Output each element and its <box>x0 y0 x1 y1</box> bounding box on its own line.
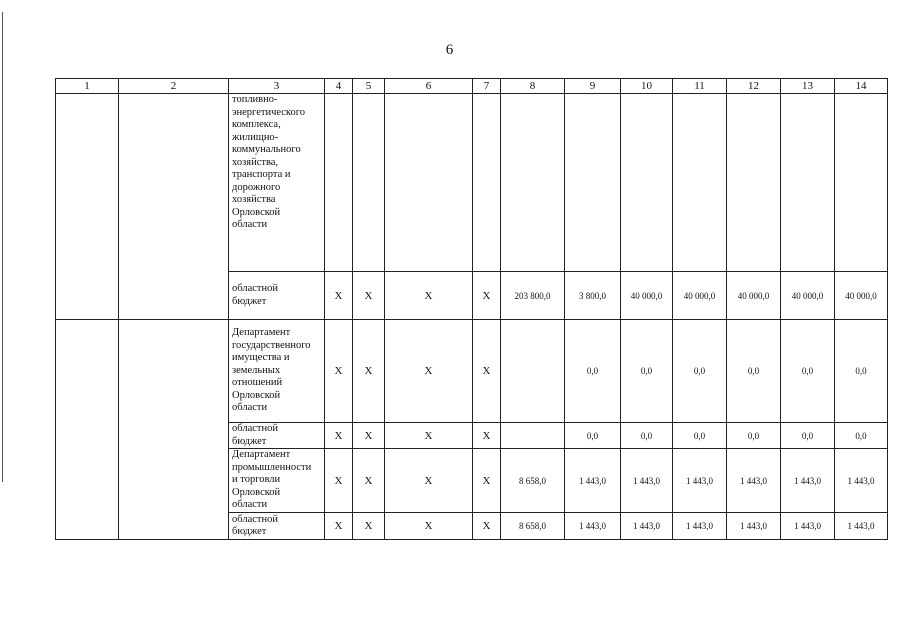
cell-value-col-12: 1 443,0 <box>727 513 781 540</box>
cell-value-col-9 <box>565 94 621 272</box>
cell-value-col-10: 0,0 <box>621 423 673 449</box>
cell-value-col-14: 0,0 <box>835 423 888 449</box>
cell-c7: X <box>473 320 501 423</box>
cell-value-col-10: 1 443,0 <box>621 513 673 540</box>
cell-value-col-8: 8 658,0 <box>501 449 565 513</box>
cell-c4: X <box>325 272 353 320</box>
cell-c4: X <box>325 320 353 423</box>
column-header-3: 3 <box>229 79 325 94</box>
cell-col-2 <box>119 94 229 320</box>
cell-value-col-11: 40 000,0 <box>673 272 727 320</box>
cell-value-col-11: 0,0 <box>673 423 727 449</box>
cell-value-col-12: 0,0 <box>727 423 781 449</box>
cell-value-col-10: 40 000,0 <box>621 272 673 320</box>
column-header-9: 9 <box>565 79 621 94</box>
cell-c6: X <box>385 513 473 540</box>
page-number: 6 <box>445 42 454 58</box>
cell-value-col-10 <box>621 94 673 272</box>
cell-value-col-8 <box>501 320 565 423</box>
cell-c5 <box>353 94 385 272</box>
cell-value-col-11: 0,0 <box>673 320 727 423</box>
cell-value-col-8: 8 658,0 <box>501 513 565 540</box>
cell-col-1 <box>56 320 119 540</box>
cell-value-col-11: 1 443,0 <box>673 449 727 513</box>
cell-c7: X <box>473 272 501 320</box>
column-header-2: 2 <box>119 79 229 94</box>
cell-value-col-8: 203 800,0 <box>501 272 565 320</box>
cell-value-col-13: 1 443,0 <box>781 513 835 540</box>
cell-value-col-10: 1 443,0 <box>621 449 673 513</box>
cell-value-col-9: 1 443,0 <box>565 449 621 513</box>
cell-c7: X <box>473 513 501 540</box>
table-row <box>56 94 888 272</box>
cell-col-2 <box>119 320 229 540</box>
cell-value-col-14: 1 443,0 <box>835 449 888 513</box>
column-header-5: 5 <box>353 79 385 94</box>
cell-value-col-12: 1 443,0 <box>727 449 781 513</box>
cell-value-col-8 <box>501 94 565 272</box>
cell-value-col-9: 0,0 <box>565 320 621 423</box>
cell-value-col-11 <box>673 94 727 272</box>
column-header-11: 11 <box>673 79 727 94</box>
cell-value-col-9: 0,0 <box>565 423 621 449</box>
cell-c5: X <box>353 513 385 540</box>
cell-name: топливно- энергетического комплекса, жилищно- коммунального хозяйства, транспорта и дорожного хозяйства Орловской области <box>229 94 325 272</box>
column-header-6: 6 <box>385 79 473 94</box>
cell-value-col-10: 0,0 <box>621 320 673 423</box>
column-header-12: 12 <box>727 79 781 94</box>
cell-value-col-9: 3 800,0 <box>565 272 621 320</box>
budget-table <box>55 78 888 540</box>
cell-value-col-14: 1 443,0 <box>835 513 888 540</box>
cell-c6 <box>385 94 473 272</box>
cell-c4: X <box>325 449 353 513</box>
cell-c5: X <box>353 423 385 449</box>
cell-name: областной бюджет <box>229 513 325 540</box>
cell-c6: X <box>385 449 473 513</box>
cell-name: областной бюджет <box>229 423 325 449</box>
cell-c6: X <box>385 320 473 423</box>
column-header-7: 7 <box>473 79 501 94</box>
cell-value-col-13: 0,0 <box>781 320 835 423</box>
cell-c5: X <box>353 449 385 513</box>
cell-name: Департамент государственного имущества и земельных отношений Орловской области <box>229 320 325 423</box>
cell-c6: X <box>385 423 473 449</box>
cell-name: Департамент промышленности и торговли Орловской области <box>229 449 325 513</box>
table-row <box>56 320 888 423</box>
cell-value-col-14: 40 000,0 <box>835 272 888 320</box>
cell-value-col-14 <box>835 94 888 272</box>
cell-c4: X <box>325 423 353 449</box>
column-header-8: 8 <box>501 79 565 94</box>
table-header-row <box>56 79 888 94</box>
cell-value-col-12: 0,0 <box>727 320 781 423</box>
cell-c4 <box>325 94 353 272</box>
cell-c4: X <box>325 513 353 540</box>
column-header-10: 10 <box>621 79 673 94</box>
cell-value-col-13: 1 443,0 <box>781 449 835 513</box>
cell-value-col-14: 0,0 <box>835 320 888 423</box>
column-header-13: 13 <box>781 79 835 94</box>
cell-value-col-11: 1 443,0 <box>673 513 727 540</box>
cell-c6: X <box>385 272 473 320</box>
column-header-4: 4 <box>325 79 353 94</box>
cell-c7: X <box>473 449 501 513</box>
cell-c5: X <box>353 320 385 423</box>
cell-value-col-12 <box>727 94 781 272</box>
cell-col-1 <box>56 94 119 320</box>
cell-value-col-8 <box>501 423 565 449</box>
cell-c7 <box>473 94 501 272</box>
column-header-1: 1 <box>56 79 119 94</box>
cell-c7: X <box>473 423 501 449</box>
cell-value-col-9: 1 443,0 <box>565 513 621 540</box>
cell-value-col-13: 0,0 <box>781 423 835 449</box>
column-header-14: 14 <box>835 79 888 94</box>
cell-value-col-13 <box>781 94 835 272</box>
cell-value-col-13: 40 000,0 <box>781 272 835 320</box>
cell-name: областной бюджет <box>229 272 325 320</box>
cell-value-col-12: 40 000,0 <box>727 272 781 320</box>
cell-c5: X <box>353 272 385 320</box>
page-edge-line <box>2 12 3 482</box>
